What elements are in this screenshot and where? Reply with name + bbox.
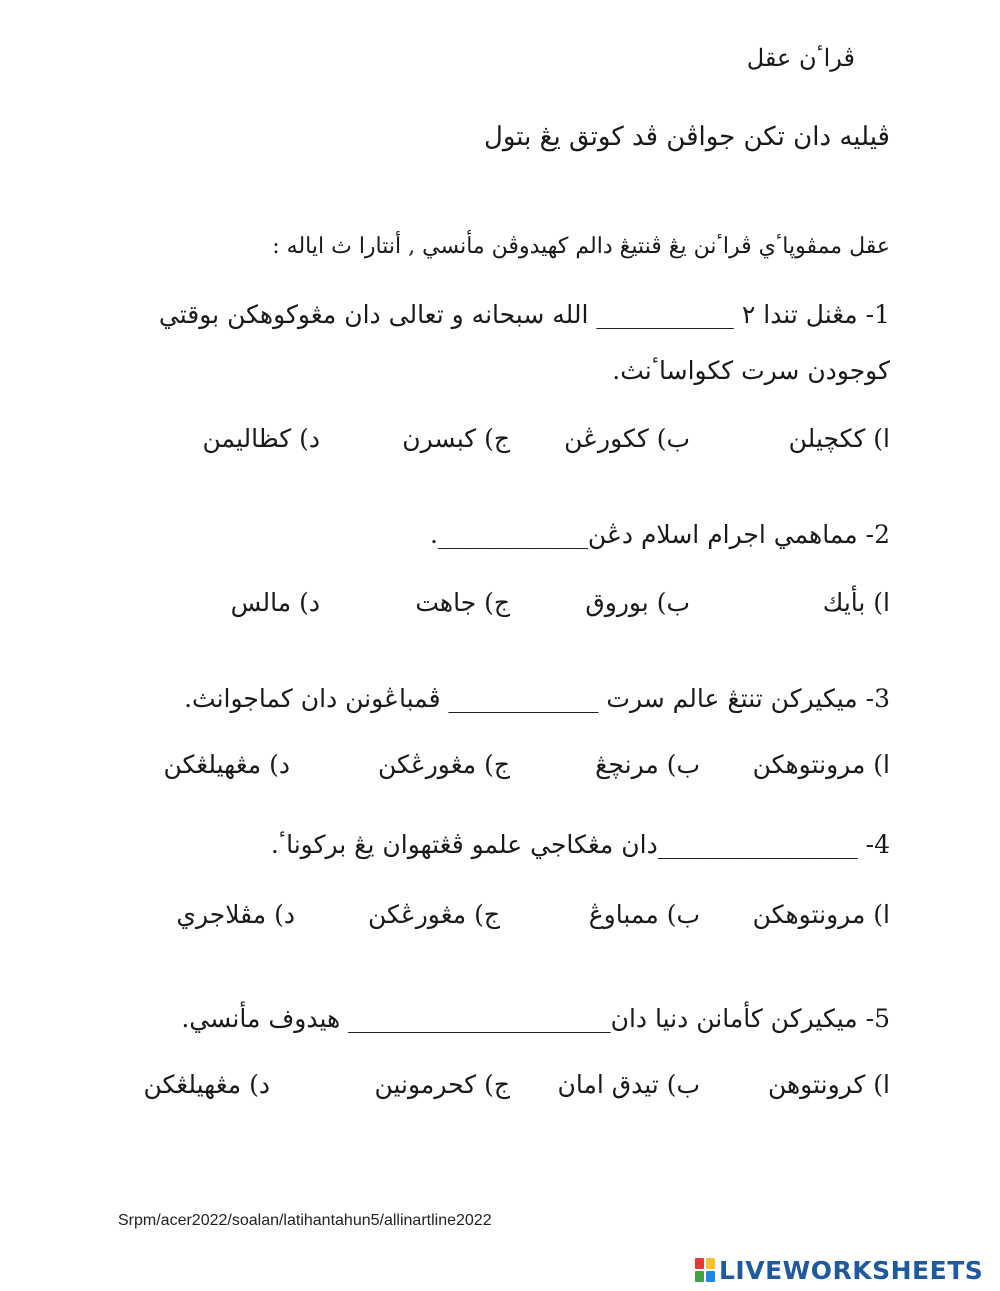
question-3-choices (130, 750, 890, 790)
choice-c[interactable]: ج) جاهت (415, 588, 510, 617)
choice-c[interactable]: ج) كبسرن (402, 424, 510, 453)
choice-c[interactable]: ج) مڠورڠكن (377, 750, 510, 779)
question-4-text: 4- ________________دان مڠكاجي علمو ڤڠتهوان يڠ بركوناٴ. (270, 830, 890, 859)
question-3-text: 3- ميكيركن تنتڠ عالم سرت ____________ ڤمباڠونن دان كماجوانث. (184, 684, 890, 713)
question-2-choices (130, 588, 890, 628)
question-4-choices (130, 900, 890, 940)
question-5-text: 5- ميكيركن كأمانن دنيا دان_____________________ هيدوف مأنسي. (181, 1004, 890, 1033)
choice-b[interactable]: ب) بوروق (585, 588, 690, 617)
choice-d[interactable]: د) مالس (230, 588, 320, 617)
question-5-choices (130, 1070, 890, 1110)
choice-d[interactable]: د) مڤلاجري (176, 900, 295, 929)
choice-c[interactable]: ج) كحرمونين (374, 1070, 510, 1099)
choice-a[interactable]: ا) ككچيلن (788, 424, 890, 453)
choice-a[interactable]: ا) مرونتوهكن (752, 900, 890, 929)
question-1-text-line2: كوجودن سرت ككواساٴنث. (612, 356, 890, 385)
choice-d[interactable]: د) مڠهيلڠكن (163, 750, 290, 779)
choice-b[interactable]: ب) ممباوڠ (588, 900, 700, 929)
choice-d[interactable]: د) مڠهيلڠكن (143, 1070, 270, 1099)
choice-c[interactable]: ج) مڠورڠكن (367, 900, 500, 929)
choice-b[interactable]: ب) ككورڠن (564, 424, 690, 453)
footer-source-path: Srpm/acer2022/soalan/latihantahun5/allinartline2022 (118, 1212, 492, 1229)
choice-b[interactable]: ب) تيدق امان (557, 1070, 700, 1099)
question-2-text: 2- مماهمي اجرام اسلام دڠن____________. (429, 520, 890, 549)
choice-a[interactable]: ا) مرونتوهكن (752, 750, 890, 779)
choice-a[interactable]: ا) كرونتوهن (767, 1070, 890, 1099)
question-1-choices (130, 424, 890, 464)
question-1-text: 1- مڠنل تندا ٢ ___________ الله سبحانه و تعالى دان مڠوكوهكن بوقتي (158, 300, 890, 329)
worksheet-instruction: ڤيليه دان تكن جواڤن ڤد كوتق يڠ بتول (483, 122, 890, 152)
liveworksheets-wordmark: LIVEWORKSHEETS (719, 1255, 984, 1285)
liveworksheets-logo[interactable] (695, 1253, 983, 1287)
choice-a[interactable]: ا) بأيك (822, 588, 890, 617)
worksheet-intro: عقل ممڤوڽاٴي ڤراٴنن يڠ ڤنتيڠ دالم كهيدوڤن مأنسي , أنتارا ث اياله : (272, 234, 890, 259)
choice-b[interactable]: ب) مرنچڠ (595, 750, 700, 779)
liveworksheets-icon (695, 1258, 715, 1282)
choice-d[interactable]: د) كظاليمن (202, 424, 320, 453)
worksheet-title: ڤراٴن عقل (746, 44, 855, 72)
